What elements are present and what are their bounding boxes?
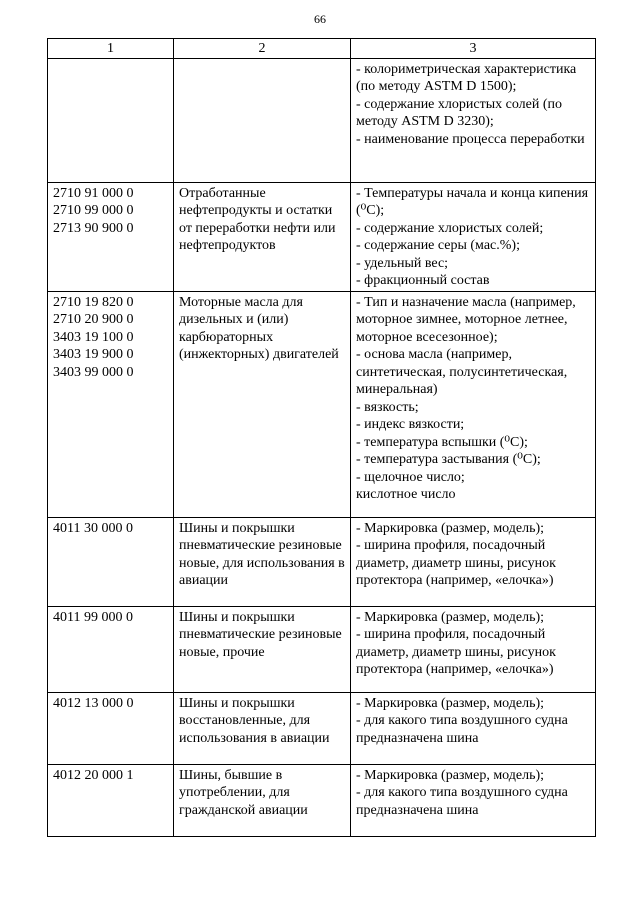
spec-item: - Температуры начала и конца кипения (⁰С); (356, 185, 589, 218)
spec-item: - для какого типа воздушного судна предназначена шина (356, 713, 568, 746)
spec-item: - содержание хлористых солей; (356, 220, 544, 236)
product-name: Шины и покрышки пневматические резиновые новые, прочие (179, 609, 342, 660)
code-cell (48, 182, 174, 291)
spec-cell (351, 764, 596, 836)
commodity-code: 3403 19 100 0 (53, 329, 134, 345)
spec-cell (351, 692, 596, 764)
code-cell (48, 606, 174, 692)
table-row (48, 692, 596, 764)
spec-cell (351, 182, 596, 291)
spec-cell (351, 517, 596, 606)
spec-item: - Маркировка (размер, модель); (356, 520, 545, 536)
table-row (48, 764, 596, 836)
spec-item: - индекс вязкости; (356, 417, 465, 432)
commodity-code: 2710 99 000 0 (53, 203, 134, 218)
name-cell (174, 606, 351, 692)
column-header-1: 1 (48, 39, 174, 59)
name-cell (174, 291, 351, 517)
commodity-code: 4011 30 000 0 (53, 520, 133, 536)
spec-item: - Маркировка (размер, модель); (356, 695, 545, 711)
column-header-3: 3 (351, 39, 596, 59)
table-row (48, 291, 596, 517)
column-header-2: 2 (174, 39, 351, 59)
spec-item: - для какого типа воздушного судна предназначена шина (356, 785, 568, 818)
commodity-code: 3403 19 900 0 (53, 347, 134, 362)
spec-item: - фракционный состав (356, 273, 490, 288)
code-cell (48, 764, 174, 836)
commodity-code: 2710 91 000 0 (53, 185, 134, 201)
commodity-code: 4012 13 000 0 (53, 695, 134, 711)
page-number: 66 (314, 12, 326, 26)
spec-cell (351, 291, 596, 517)
spec-cell (351, 58, 596, 182)
spec-item: - наименование процесса переработки (356, 131, 585, 147)
spec-item: - основа масла (например, синтетическая, полусинтетическая, минеральная) (356, 347, 568, 397)
spec-item: - вязкость; (356, 399, 419, 415)
code-cell (48, 517, 174, 606)
commodity-code: 4011 99 000 0 (53, 609, 133, 625)
spec-item: - содержание серы (мас.%); (356, 238, 520, 253)
spec-item: - ширина профиля, посадочный диаметр, диаметр шины, рисунок протектора (например, «елочка») (356, 538, 556, 588)
spec-item: - содержание хлористых солей (по методу ASTM D 3230); (356, 96, 562, 129)
table-row (48, 58, 596, 182)
spec-item: - щелочное число; (356, 469, 465, 485)
spec-item: - удельный вес; (356, 255, 449, 271)
spec-item: - Маркировка (размер, модель); (356, 767, 545, 783)
table-row (48, 517, 596, 606)
product-name: Шины и покрышки восстановленные, для использования в авиации (179, 695, 330, 746)
spec-cell (351, 606, 596, 692)
table-row (48, 182, 596, 291)
code-cell (48, 692, 174, 764)
spec-item: - Маркировка (размер, модель); (356, 609, 545, 625)
product-name: Шины и покрышки пневматические резиновые новые, для использования в авиации (179, 520, 345, 588)
codes-table (47, 38, 596, 837)
commodity-code: 2710 20 900 0 (53, 312, 134, 327)
code-cell (48, 58, 174, 182)
commodity-code: 4012 20 000 1 (53, 767, 134, 783)
name-cell (174, 692, 351, 764)
commodity-code: 3403 99 000 0 (53, 364, 134, 380)
commodity-code: 2710 19 820 0 (53, 294, 134, 310)
name-cell (174, 764, 351, 836)
code-cell (48, 291, 174, 517)
name-cell (174, 517, 351, 606)
table-row (48, 606, 596, 692)
name-cell (174, 182, 351, 291)
product-name: Моторные масла для дизельных и (или) карбюраторных (инжекторных) двигателей (179, 294, 339, 362)
spec-item: - колориметрическая характеристика (по методу ASTM D 1500); (356, 61, 577, 94)
spec-item: - температура застывания (⁰С); (356, 452, 541, 467)
spec-item: - ширина профиля, посадочный диаметр, диаметр шины, рисунок протектора (например, «елочка») (356, 627, 556, 677)
product-name: Шины, бывшие в употреблении, для гражданской авиации (179, 767, 308, 818)
spec-item: кислотное число (356, 487, 456, 502)
commodity-code: 2713 90 900 0 (53, 220, 134, 236)
spec-item: - температура вспышки (⁰С); (356, 434, 528, 450)
name-cell (174, 58, 351, 182)
spec-item: - Тип и назначение масла (например, моторное зимнее, моторное летнее, моторное всесезонное); (356, 294, 576, 345)
product-name: Отработанные нефтепродукты и остатки от переработки нефти или нефтепродуктов (179, 185, 336, 253)
header-row (48, 39, 596, 59)
